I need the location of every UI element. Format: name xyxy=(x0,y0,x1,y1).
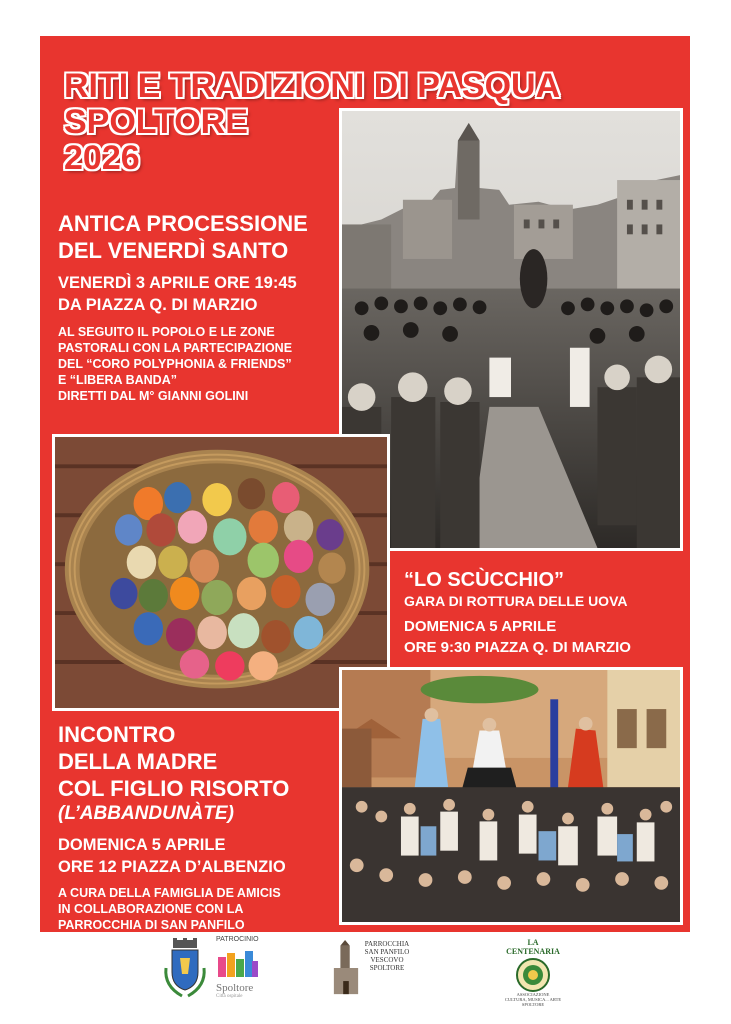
event1-desc-line: DIRETTI DAL M° GIANNI GOLINI xyxy=(58,389,249,403)
event3-when-1: DOMENICA 5 APRILE xyxy=(58,836,226,854)
title-line-2: SPOLTORE xyxy=(64,103,248,141)
event1-desc-line: E “LIBERA BANDA” xyxy=(58,373,177,387)
church-icon xyxy=(332,938,360,998)
centenaria-seal-icon xyxy=(516,958,550,992)
event1-desc-line: DEL “CORO POLYPHONIA & FRIENDS” xyxy=(58,357,292,371)
title-line-1: RITI E TRADIZIONI DI PASQUA xyxy=(64,67,561,105)
procession-photo xyxy=(339,108,683,551)
parrocchia-line: SPOLTORE xyxy=(369,964,405,972)
event3-when-2: ORE 12 PIAZZA D’ALBENZIO xyxy=(58,858,286,876)
event1-when-1: VENERDÌ 3 APRILE ORE 19:45 xyxy=(58,274,297,292)
event2-block xyxy=(404,568,631,658)
comune-crest-logo xyxy=(160,938,210,1002)
centenaria-subtext xyxy=(500,992,566,1007)
event1-heading-2: DEL VENERDÌ SANTO xyxy=(58,238,289,263)
patrocinio-label: PATROCINIO xyxy=(216,936,259,943)
eggs-basket-image xyxy=(55,437,387,708)
title-line-3: 2026 xyxy=(64,139,140,177)
event1-when-2: DA PIAZZA Q. DI MARZIO xyxy=(58,296,258,314)
centenaria-logo xyxy=(500,938,566,1007)
event3-heading-3: COL FIGLIO RISORTO xyxy=(58,776,290,801)
event3-desc-line: IN COLLABORAZIONE CON LA xyxy=(58,902,244,916)
event1-block xyxy=(58,210,308,404)
incontro-photo-image xyxy=(342,670,680,922)
parrocchia-line: SAN PANFILO xyxy=(364,948,410,956)
centenaria-sub-line: CULTURA, MUSICA... ARTE xyxy=(504,997,562,1002)
spoltore-patrocinio-logo xyxy=(216,936,276,1006)
event3-heading-1: INCONTRO xyxy=(58,722,176,747)
event1-heading-1: ANTICA PROCESSIONE xyxy=(58,211,308,236)
event3-block xyxy=(58,721,289,933)
event3-desc-line: PARROCCHIA DI SAN PANFILO xyxy=(58,918,245,932)
event3-heading-2: DELLA MADRE xyxy=(58,749,218,774)
event1-description xyxy=(58,324,308,404)
centenaria-sub-line: ASSOCIAZIONE xyxy=(516,992,550,997)
event2-heading: “LO SCÙCCHIO” xyxy=(404,569,564,591)
spoltore-town-icon xyxy=(216,947,260,977)
procession-photo-image xyxy=(342,111,680,548)
parrocchia-line: PARROCCHIA xyxy=(364,940,410,948)
parrocchia-logo xyxy=(332,938,412,1004)
sponsor-logos xyxy=(0,932,731,1024)
event2-subtitle: GARA DI ROTTURA DELLE UOVA xyxy=(404,593,628,609)
centenaria-title: LA CENTENARIA xyxy=(506,938,560,956)
event1-desc-line: AL SEGUITO IL POPOLO E LE ZONE xyxy=(58,325,275,339)
parrocchia-line: VESCOVO xyxy=(370,956,404,964)
event3-heading-4: (L’ABBANDUNÀTE) xyxy=(58,803,234,824)
event2-when-1: DOMENICA 5 APRILE xyxy=(404,618,557,635)
incontro-photo xyxy=(339,667,683,925)
event1-desc-line: PASTORALI CON LA PARTECIPAZIONE xyxy=(58,341,293,355)
event3-desc-line: A CURA DELLA FAMIGLIA DE AMICIS xyxy=(58,886,281,900)
spoltore-logo-subtext: Città ospitale xyxy=(216,994,243,999)
spoltore-logo-text: Spoltore xyxy=(216,982,254,994)
crest-icon xyxy=(160,938,210,1002)
event2-when-2: ORE 9:30 PIAZZA Q. DI MARZIO xyxy=(404,639,631,656)
parrocchia-text xyxy=(360,940,414,972)
centenaria-sub-line: SPOLTORE xyxy=(521,1002,545,1007)
event3-description xyxy=(58,885,289,933)
